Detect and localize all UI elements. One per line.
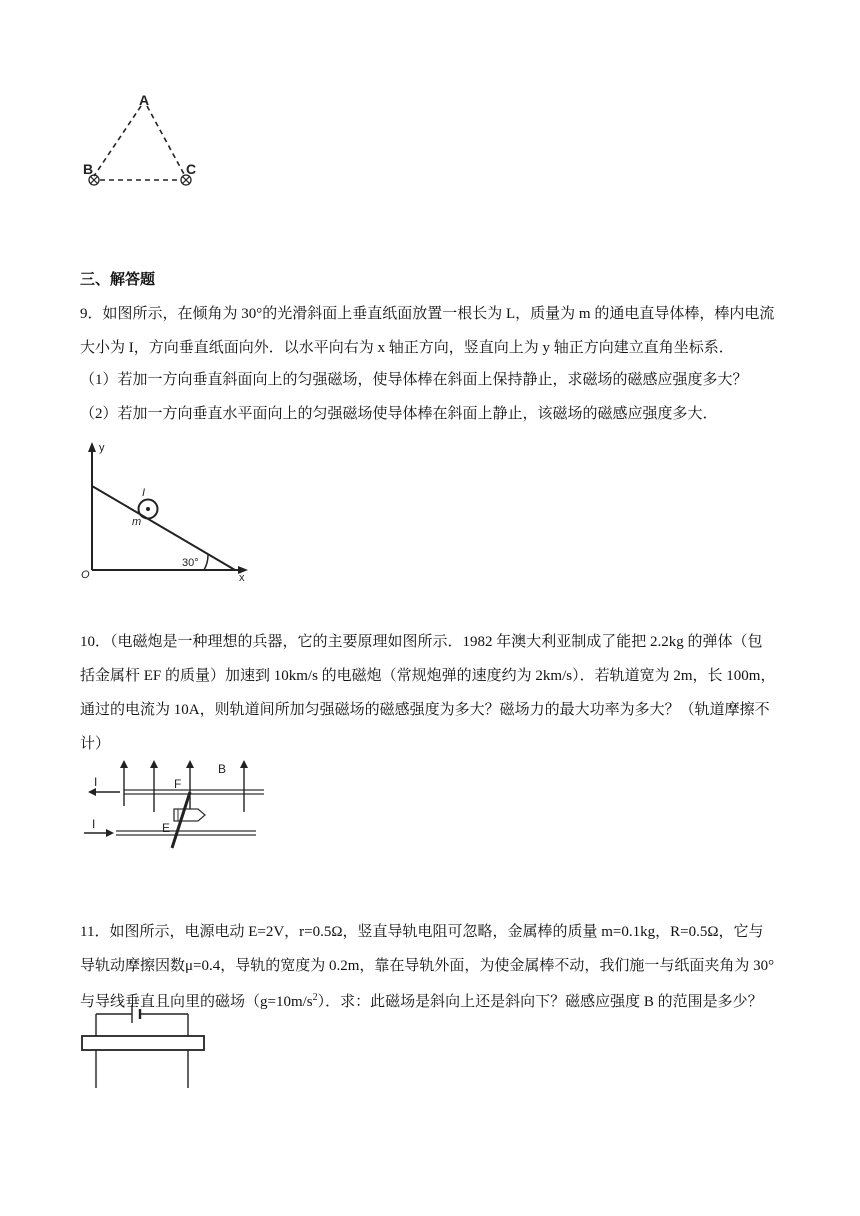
q9-line-2: 大小为 I，方向垂直纸面向外．以水平向右为 x 轴正方向，竖直向上为 y 轴正方向建立直角坐标系． (80, 340, 734, 356)
q11-superscript: 2 (312, 992, 318, 1003)
metal-rod (82, 1036, 204, 1050)
current-into-page-icon-b (89, 175, 99, 185)
triangle-figure (78, 88, 203, 193)
q10-line-1: 10．（电磁炮是一种理想的兵器，它的主要原理如图所示．1982 年澳大利亚制成了能把 2.2kg 的弹体（包 (80, 634, 763, 650)
q9-line-3: （1）若加一方向垂直斜面向上的匀强磁场，使导体棒在斜面上保持静止，求磁场的磁感应强度多大？ (80, 372, 748, 388)
label-b: B (218, 762, 227, 776)
vertex-c-label: C (186, 161, 197, 177)
current-label: I (142, 487, 146, 499)
vertex-a-label: A (139, 92, 150, 108)
origin-label: O (81, 569, 90, 581)
q11-line-3-text-end: ）．求：此磁场是斜向上还是斜向下？磁感应强度 B 的范围是多少？ (317, 994, 763, 1010)
label-e: E (162, 821, 171, 835)
q10-line-4: 计） (80, 736, 111, 752)
y-axis-label: y (99, 442, 105, 454)
angle-label: 30° (182, 557, 199, 569)
section-title: 三、解答题 (80, 272, 156, 288)
q11-line-2: 导轨动摩擦因数μ=0.4，导轨的宽度为 0.2m，靠在导轨外面，为使金属棒不动，我们施一与纸面夹角为 30° (80, 958, 775, 974)
current-top-label: I (94, 775, 98, 789)
q10-line-3: 通过的电流为 10A，则轨道间所加匀强磁场的磁感强度为多大？磁场力的最大功率为多大？（轨道摩擦不 (80, 702, 770, 718)
x-axis-label: x (239, 572, 245, 583)
label-f: F (174, 777, 182, 791)
magnetic-field-arrows (120, 760, 248, 812)
projectile-icon (174, 809, 205, 821)
incline-figure (80, 438, 255, 583)
mass-label: m (132, 516, 142, 528)
current-bottom-label: I (92, 817, 96, 831)
q11-line-1: 11．如图所示，电源电动 E=2V，r=0.5Ω，竖直导轨电阻可忽略，金属棒的质量 m=0.1kg，R=0.5Ω，它与 (80, 924, 764, 940)
q9-line-1: 9．如图所示，在倾角为 30°的光滑斜面上垂直纸面放置一根长为 L，质量为 m 的通电直导体棒，棒内电流 (80, 306, 775, 322)
q10-line-2: 括金属杆 EF 的质量）加速到 10km/s 的电磁炮（常规炮弹的速度约为 2km/s）．若轨道宽为 2m，长 100m， (80, 668, 776, 684)
railgun-figure (80, 754, 270, 850)
battery-icon (132, 1005, 140, 1023)
vertex-b-label: B (83, 161, 94, 177)
q9-line-4: （2）若加一方向垂直水平面向上的匀强磁场使导体棒在斜面上静止，该磁场的磁感应强度多大． (80, 406, 718, 422)
current-out-of-page-icon (139, 500, 158, 519)
circuit-figure (78, 992, 213, 1090)
q11-line-3-text: 与导线垂直且向里的磁场（g=10m/s (80, 994, 313, 1010)
